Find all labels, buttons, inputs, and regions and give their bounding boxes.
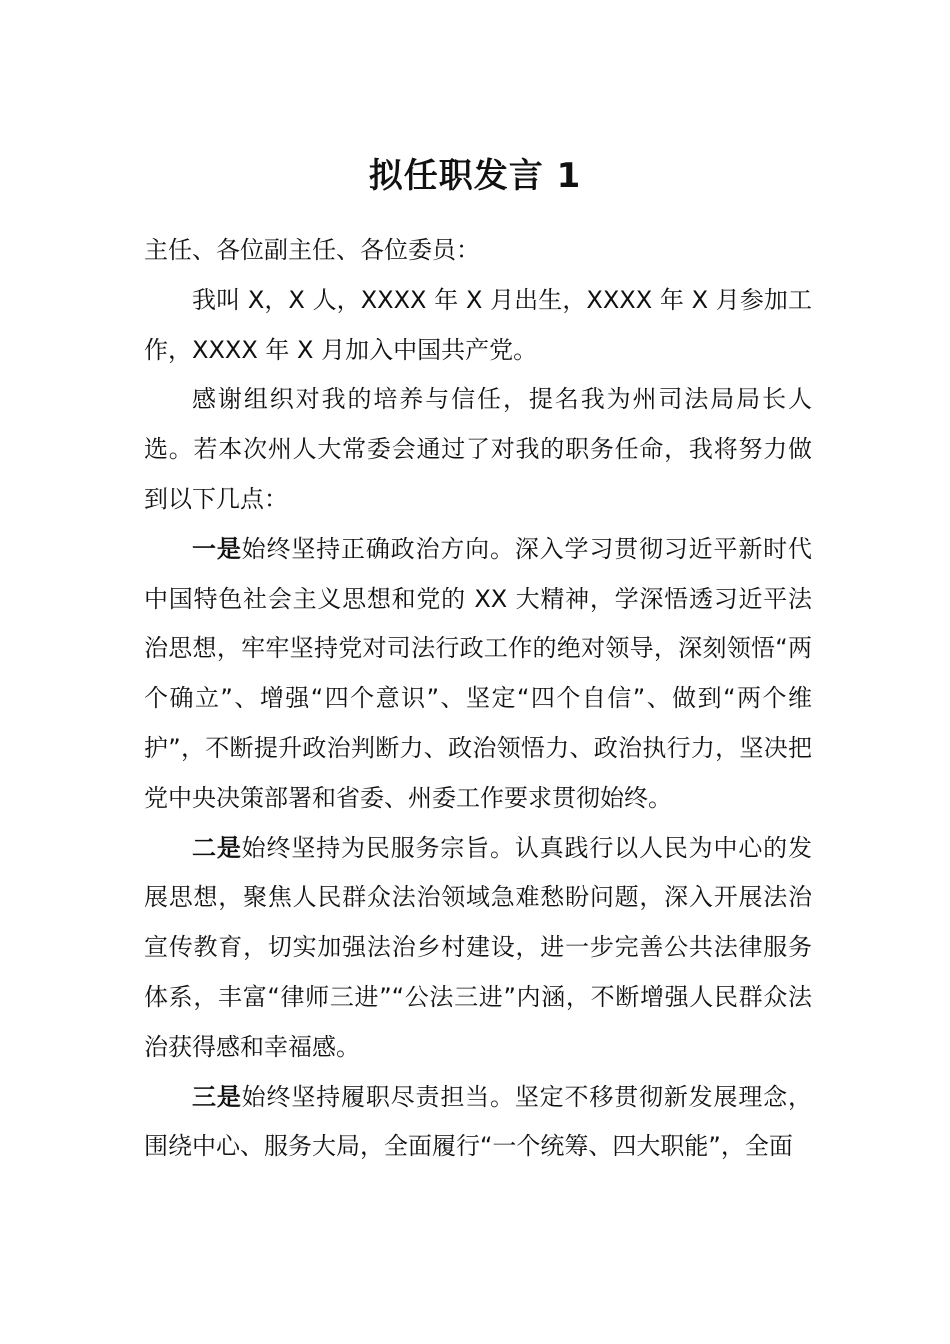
paragraph-text: 感谢组织对我的培养与信任，提名我为州司法局局长人选。若本次州人大常委会通过了对我的职务任命，我将努力做到以下几点：: [144, 385, 812, 513]
paragraph-self-intro: [144, 276, 812, 376]
paragraph-gratitude: [144, 375, 812, 524]
document-title: 拟任职发言 1: [368, 156, 582, 196]
paragraph-lead: 三是: [192, 1082, 242, 1111]
paragraph-text: 我叫 X，X 人，XXXX 年 X 月出生，XXXX 年 X 月参加工作，XXXX 年 X 月加入中国共产党。: [144, 285, 812, 364]
paragraph-point-two: [144, 824, 812, 1073]
paragraph-text: 始终坚持为民服务宗旨。认真践行以人民为中心的发展思想，聚焦人民群众法治领域急难愁盼问题，深入开展法治宣传教育，切实加强法治乡村建设，进一步完善公共法律服务体系，丰富“律师三进”“公法三进”内涵，不断增强人民群众法治获得感和幸福感。: [144, 833, 813, 1061]
paragraph-text: 始终坚持履职尽责担当。坚定不移贯彻新发展理念，围绕中心、服务大局，全面履行“一个统筹、四大职能”，全面: [144, 1082, 813, 1161]
paragraph-text: 始终坚持正确政治方向。深入学习贯彻习近平新时代中国特色社会主义思想和党的 XX 大精神，学深悟透习近平法治思想，牢牢坚持党对司法行政工作的绝对领导，深刻领悟“两个确立”、增强“四个意识”、坚定“四个自信”、做到“两个维护”，不断提升政治判断力、政治领悟力、政治执行力，坚决把党中央决策部署和省委、州委工作要求贯彻始终。: [144, 534, 813, 812]
paragraph-point-three: [144, 1073, 812, 1173]
salutation: 主任、各位副主任、各位委员：: [144, 236, 480, 264]
paragraph-lead: 二是: [192, 833, 242, 862]
paragraph-point-one: [144, 525, 812, 824]
paragraph-lead: 一是: [192, 534, 242, 563]
document-body: [144, 226, 812, 1172]
